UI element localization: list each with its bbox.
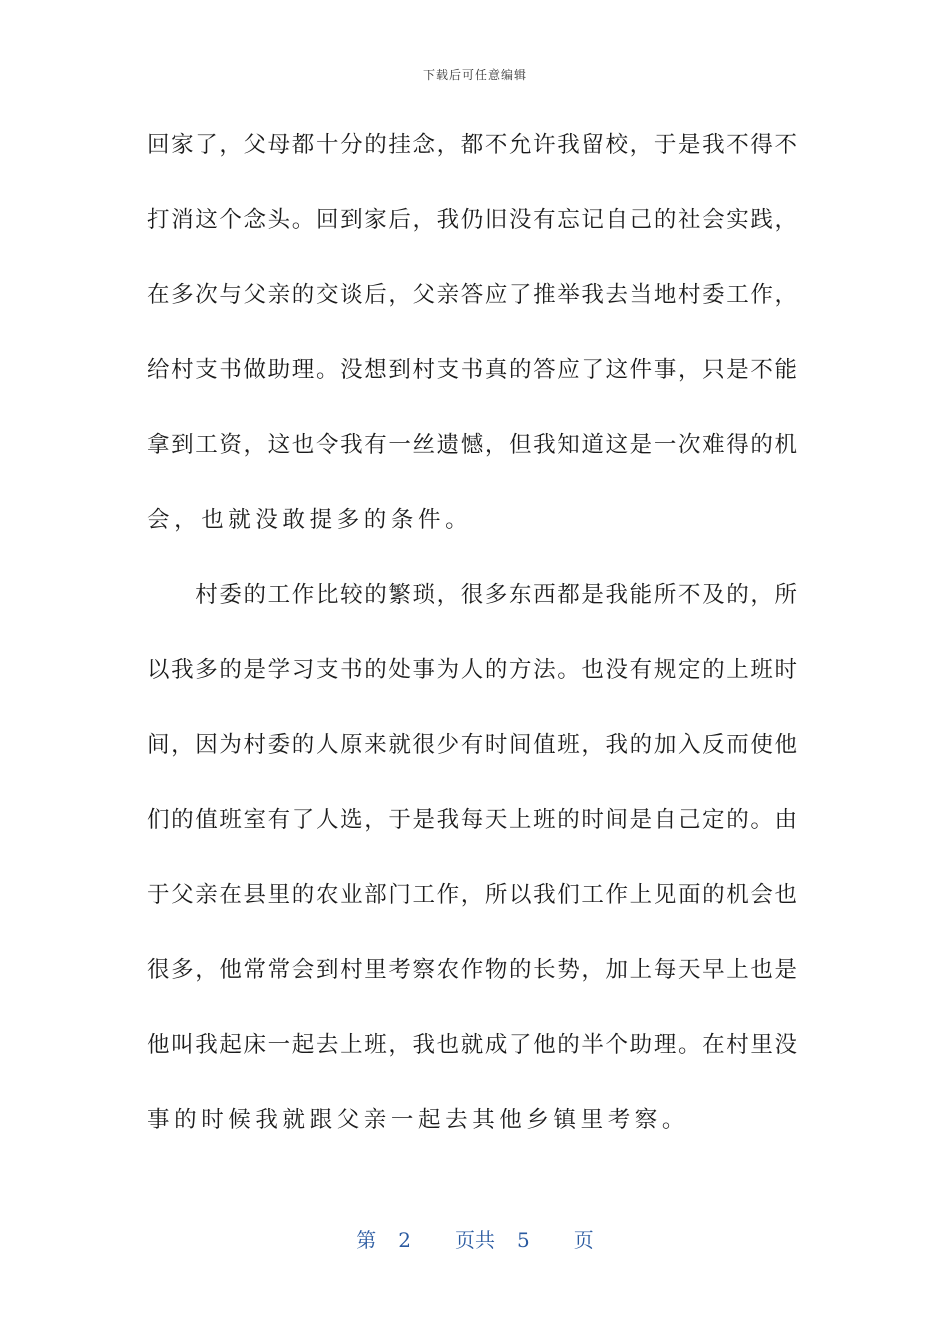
text-line: 事的时候我就跟父亲一起去其他乡镇里考察。 xyxy=(147,1107,690,1133)
text-line: 间，因为村委的人原来就很少有时间值班，我的加入反而使他 xyxy=(147,732,797,758)
text-line: 给村支书做助理。没想到村支书真的答应了这件事，只是不能 xyxy=(147,357,797,383)
footer-suffix: 页 xyxy=(573,1228,594,1252)
text-line: 以我多的是学习支书的处事为人的方法。也没有规定的上班时 xyxy=(147,657,797,683)
text-line: 回家了，父母都十分的挂念，都不允许我留校，于是我不得不 xyxy=(147,132,797,158)
footer-prefix: 第 xyxy=(356,1228,377,1252)
text-line: 于父亲在县里的农业部门工作，所以我们工作上见面的机会也 xyxy=(147,882,797,908)
header-note: 下载后可任意编辑 xyxy=(422,68,527,82)
text-line: 很多，他常常会到村里考察农作物的长势，加上每天早上也是 xyxy=(147,957,797,983)
text-line: 们的值班室有了人选，于是我每天上班的时间是自己定的。由 xyxy=(147,807,797,833)
text-line: 会，也就没敢提多的条件。 xyxy=(147,507,473,533)
text-line: 他叫我起床一起去上班，我也就成了他的半个助理。在村里没 xyxy=(147,1032,797,1058)
footer-middle: 页共 xyxy=(455,1228,495,1252)
text-line: 在多次与父亲的交谈后，父亲答应了推举我去当地村委工作， xyxy=(147,282,797,308)
text-line: 拿到工资，这也令我有一丝遗憾，但我知道这是一次难得的机 xyxy=(147,432,797,458)
footer-total-pages: 5 xyxy=(517,1228,530,1252)
text-line: 村委的工作比较的繁琐，很多东西都是我能所不及的，所 xyxy=(147,582,797,608)
text-line: 打消这个念头。回到家后，我仍旧没有忘记自己的社会实践， xyxy=(147,207,797,233)
page-footer xyxy=(0,1224,950,1253)
footer-current-page: 2 xyxy=(398,1228,411,1252)
